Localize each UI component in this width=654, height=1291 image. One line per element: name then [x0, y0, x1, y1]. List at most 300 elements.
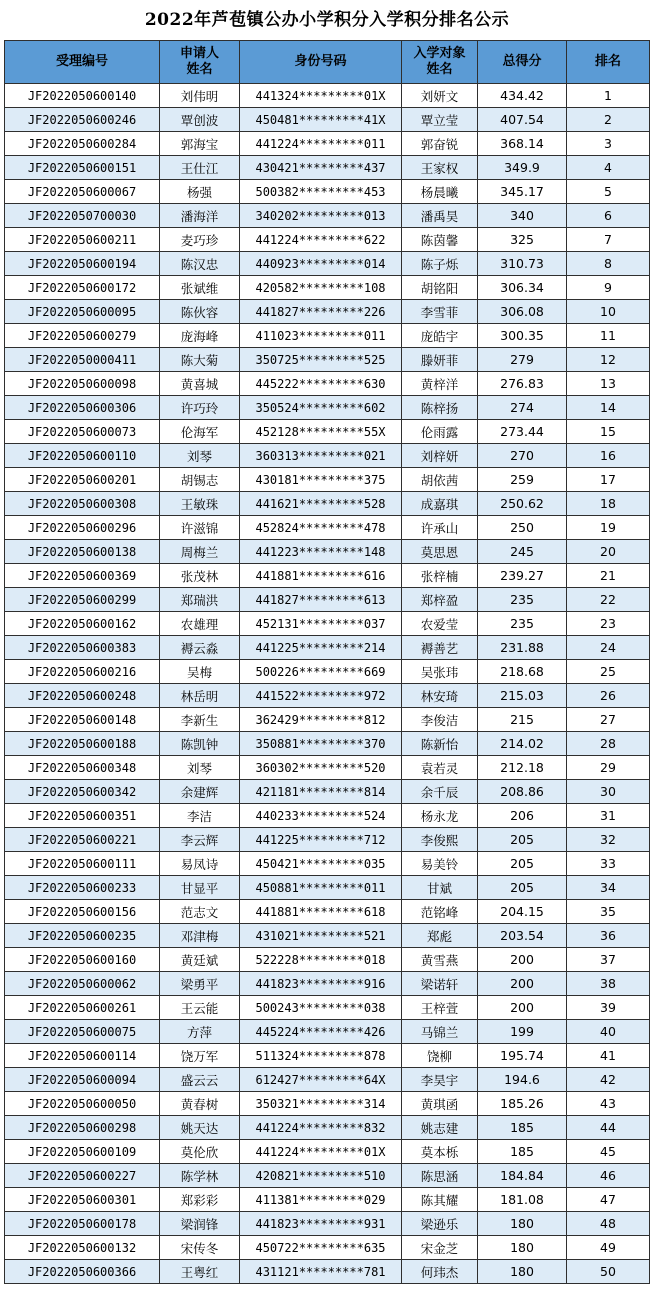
cell-student-name: 覃立莹: [402, 108, 478, 132]
cell-id-number: 350725*********525: [240, 348, 402, 372]
cell-applicant-name: 郭海宝: [160, 132, 240, 156]
cell-applicant-name: 余建辉: [160, 780, 240, 804]
cell-applicant-name: 黄喜城: [160, 372, 240, 396]
cell-application-id: JF2022050600073: [5, 420, 160, 444]
cell-id-number: 441224*********622: [240, 228, 402, 252]
cell-rank: 19: [567, 516, 650, 540]
cell-application-id: JF2022050600172: [5, 276, 160, 300]
cell-student-name: 陈梓扬: [402, 396, 478, 420]
cell-total-score: 215: [478, 708, 567, 732]
cell-applicant-name: 陈伙容: [160, 300, 240, 324]
cell-total-score: 245: [478, 540, 567, 564]
cell-id-number: 450722*********635: [240, 1236, 402, 1260]
cell-applicant-name: 易凤诗: [160, 852, 240, 876]
cell-total-score: 180: [478, 1212, 567, 1236]
cell-applicant-name: 许滋锦: [160, 516, 240, 540]
cell-id-number: 612427*********64X: [240, 1068, 402, 1092]
cell-application-id: JF2022050600351: [5, 804, 160, 828]
cell-application-id: JF2022050600233: [5, 876, 160, 900]
cell-application-id: JF2022050600383: [5, 636, 160, 660]
cell-id-number: 362429*********812: [240, 708, 402, 732]
cell-student-name: 何玮杰: [402, 1260, 478, 1284]
cell-student-name: 黄雪燕: [402, 948, 478, 972]
cell-id-number: 441621*********528: [240, 492, 402, 516]
cell-application-id: JF2022050600221: [5, 828, 160, 852]
cell-id-number: 440923*********014: [240, 252, 402, 276]
cell-application-id: JF2022050600094: [5, 1068, 160, 1092]
cell-student-name: 易美铃: [402, 852, 478, 876]
cell-applicant-name: 李新生: [160, 708, 240, 732]
cell-applicant-name: 麦巧珍: [160, 228, 240, 252]
cell-student-name: 马锦兰: [402, 1020, 478, 1044]
cell-total-score: 199: [478, 1020, 567, 1044]
cell-total-score: 345.17: [478, 180, 567, 204]
cell-student-name: 黄琪函: [402, 1092, 478, 1116]
cell-applicant-name: 饶万军: [160, 1044, 240, 1068]
cell-rank: 26: [567, 684, 650, 708]
table-row: [5, 876, 650, 900]
cell-id-number: 452824*********478: [240, 516, 402, 540]
cell-applicant-name: 吴梅: [160, 660, 240, 684]
cell-application-id: JF2022050600279: [5, 324, 160, 348]
cell-applicant-name: 潘海洋: [160, 204, 240, 228]
cell-rank: 27: [567, 708, 650, 732]
cell-student-name: 范铭峰: [402, 900, 478, 924]
table-row: [5, 396, 650, 420]
cell-id-number: 430421*********437: [240, 156, 402, 180]
cell-student-name: 莫本栎: [402, 1140, 478, 1164]
cell-rank: 23: [567, 612, 650, 636]
cell-application-id: JF2022050600178: [5, 1212, 160, 1236]
cell-student-name: 陈茵馨: [402, 228, 478, 252]
cell-student-name: 余千辰: [402, 780, 478, 804]
cell-total-score: 205: [478, 828, 567, 852]
cell-total-score: 239.27: [478, 564, 567, 588]
table-row: [5, 324, 650, 348]
cell-student-name: 梁诺轩: [402, 972, 478, 996]
cell-application-id: JF2022050600284: [5, 132, 160, 156]
cell-id-number: 450881*********011: [240, 876, 402, 900]
table-row: [5, 276, 650, 300]
cell-applicant-name: 陈学林: [160, 1164, 240, 1188]
cell-rank: 46: [567, 1164, 650, 1188]
cell-student-name: 李俊熙: [402, 828, 478, 852]
cell-student-name: 胡依茜: [402, 468, 478, 492]
cell-student-name: 胡铭阳: [402, 276, 478, 300]
table-row: [5, 1188, 650, 1212]
ranking-table: [4, 40, 650, 1284]
cell-total-score: 184.84: [478, 1164, 567, 1188]
cell-student-name: 宋金芝: [402, 1236, 478, 1260]
cell-application-id: JF2022050600194: [5, 252, 160, 276]
table-row: [5, 492, 650, 516]
table-row: [5, 1092, 650, 1116]
cell-applicant-name: 黄春树: [160, 1092, 240, 1116]
cell-total-score: 185: [478, 1116, 567, 1140]
cell-rank: 14: [567, 396, 650, 420]
cell-applicant-name: 林岳明: [160, 684, 240, 708]
cell-application-id: JF2022050600301: [5, 1188, 160, 1212]
cell-applicant-name: 黄廷斌: [160, 948, 240, 972]
cell-applicant-name: 李洁: [160, 804, 240, 828]
cell-total-score: 206: [478, 804, 567, 828]
cell-rank: 24: [567, 636, 650, 660]
cell-student-name: 莫思恩: [402, 540, 478, 564]
cell-student-name: 郑彪: [402, 924, 478, 948]
cell-student-name: 甘斌: [402, 876, 478, 900]
cell-total-score: 218.68: [478, 660, 567, 684]
cell-application-id: JF2022050600162: [5, 612, 160, 636]
cell-applicant-name: 张茂林: [160, 564, 240, 588]
cell-rank: 20: [567, 540, 650, 564]
cell-total-score: 306.34: [478, 276, 567, 300]
cell-rank: 32: [567, 828, 650, 852]
cell-applicant-name: 农雄理: [160, 612, 240, 636]
cell-applicant-name: 盛云云: [160, 1068, 240, 1092]
cell-rank: 16: [567, 444, 650, 468]
cell-application-id: JF2022050600348: [5, 756, 160, 780]
cell-student-name: 陈思涵: [402, 1164, 478, 1188]
cell-id-number: 441827*********613: [240, 588, 402, 612]
cell-rank: 1: [567, 84, 650, 108]
table-row: [5, 1164, 650, 1188]
cell-application-id: JF2022050600369: [5, 564, 160, 588]
cell-student-name: 陈新怡: [402, 732, 478, 756]
cell-id-number: 340202*********013: [240, 204, 402, 228]
cell-total-score: 215.03: [478, 684, 567, 708]
cell-id-number: 522228*********018: [240, 948, 402, 972]
cell-rank: 35: [567, 900, 650, 924]
cell-application-id: JF2022050600227: [5, 1164, 160, 1188]
cell-applicant-name: 许巧玲: [160, 396, 240, 420]
cell-id-number: 431021*********521: [240, 924, 402, 948]
cell-student-name: 林安琦: [402, 684, 478, 708]
cell-student-name: 梁逊乐: [402, 1212, 478, 1236]
cell-application-id: JF2022050600308: [5, 492, 160, 516]
cell-application-id: JF2022050600062: [5, 972, 160, 996]
cell-rank: 36: [567, 924, 650, 948]
cell-id-number: 411381*********029: [240, 1188, 402, 1212]
header-id-number: 身份号码: [240, 41, 402, 84]
cell-application-id: JF2022050600151: [5, 156, 160, 180]
cell-total-score: 434.42: [478, 84, 567, 108]
cell-student-name: 王家权: [402, 156, 478, 180]
table-header-row: [5, 41, 650, 84]
header-application-id: 受理编号: [5, 41, 160, 84]
table-row: [5, 900, 650, 924]
cell-total-score: 259: [478, 468, 567, 492]
table-row: [5, 252, 650, 276]
cell-application-id: JF2022050000411: [5, 348, 160, 372]
table-row: [5, 972, 650, 996]
cell-application-id: JF2022050600296: [5, 516, 160, 540]
cell-rank: 6: [567, 204, 650, 228]
table-row: [5, 828, 650, 852]
cell-id-number: 441881*********616: [240, 564, 402, 588]
table-row: [5, 468, 650, 492]
cell-rank: 39: [567, 996, 650, 1020]
cell-applicant-name: 杨强: [160, 180, 240, 204]
header-student-name: 入学对象 姓名: [402, 41, 478, 84]
cell-application-id: JF2022050600306: [5, 396, 160, 420]
cell-application-id: JF2022050600109: [5, 1140, 160, 1164]
cell-student-name: 许承山: [402, 516, 478, 540]
table-row: [5, 924, 650, 948]
cell-total-score: 279: [478, 348, 567, 372]
table-row: [5, 108, 650, 132]
cell-rank: 44: [567, 1116, 650, 1140]
header-total-score: 总得分: [478, 41, 567, 84]
cell-student-name: 黄梓洋: [402, 372, 478, 396]
cell-applicant-name: 梁润锋: [160, 1212, 240, 1236]
cell-rank: 25: [567, 660, 650, 684]
cell-application-id: JF2022050600110: [5, 444, 160, 468]
cell-application-id: JF2022050600261: [5, 996, 160, 1020]
cell-id-number: 440233*********524: [240, 804, 402, 828]
cell-applicant-name: 庞海峰: [160, 324, 240, 348]
cell-total-score: 203.54: [478, 924, 567, 948]
cell-student-name: 杨永龙: [402, 804, 478, 828]
table-row: [5, 588, 650, 612]
table-row: [5, 684, 650, 708]
cell-total-score: 200: [478, 948, 567, 972]
cell-rank: 30: [567, 780, 650, 804]
page-title: 2022年芦苞镇公办小学积分入学积分排名公示: [144, 10, 510, 30]
cell-student-name: 庞皓宇: [402, 324, 478, 348]
cell-total-score: 235: [478, 612, 567, 636]
table-row: [5, 996, 650, 1020]
table-row: [5, 348, 650, 372]
cell-total-score: 185.26: [478, 1092, 567, 1116]
cell-id-number: 350321*********314: [240, 1092, 402, 1116]
cell-id-number: 431121*********781: [240, 1260, 402, 1284]
table-row: [5, 732, 650, 756]
cell-id-number: 500243*********038: [240, 996, 402, 1020]
table-row: [5, 84, 650, 108]
table-row: [5, 1068, 650, 1092]
cell-applicant-name: 刘琴: [160, 756, 240, 780]
cell-rank: 43: [567, 1092, 650, 1116]
cell-id-number: 441823*********931: [240, 1212, 402, 1236]
cell-id-number: 350881*********370: [240, 732, 402, 756]
cell-rank: 15: [567, 420, 650, 444]
cell-student-name: 吴张玮: [402, 660, 478, 684]
table-row: [5, 1044, 650, 1068]
table-row: [5, 228, 650, 252]
cell-rank: 18: [567, 492, 650, 516]
table-row: [5, 156, 650, 180]
cell-application-id: JF2022050600299: [5, 588, 160, 612]
cell-application-id: JF2022050600050: [5, 1092, 160, 1116]
table-row: [5, 1140, 650, 1164]
table-row: [5, 372, 650, 396]
cell-id-number: 450481*********41X: [240, 108, 402, 132]
table-row: [5, 444, 650, 468]
table-row: [5, 756, 650, 780]
cell-rank: 47: [567, 1188, 650, 1212]
cell-rank: 41: [567, 1044, 650, 1068]
cell-id-number: 441823*********916: [240, 972, 402, 996]
cell-total-score: 180: [478, 1260, 567, 1284]
table-row: [5, 1260, 650, 1284]
cell-application-id: JF2022050600095: [5, 300, 160, 324]
cell-application-id: JF2022050600111: [5, 852, 160, 876]
cell-rank: 29: [567, 756, 650, 780]
cell-id-number: 450421*********035: [240, 852, 402, 876]
cell-rank: 13: [567, 372, 650, 396]
cell-id-number: 411023*********011: [240, 324, 402, 348]
cell-rank: 37: [567, 948, 650, 972]
cell-applicant-name: 褥云淼: [160, 636, 240, 660]
cell-student-name: 姚志建: [402, 1116, 478, 1140]
cell-rank: 9: [567, 276, 650, 300]
cell-student-name: 刘妍文: [402, 84, 478, 108]
cell-total-score: 214.02: [478, 732, 567, 756]
cell-application-id: JF2022050600235: [5, 924, 160, 948]
cell-application-id: JF2022050600160: [5, 948, 160, 972]
cell-applicant-name: 宋传冬: [160, 1236, 240, 1260]
cell-student-name: 饶柳: [402, 1044, 478, 1068]
table-row: [5, 1236, 650, 1260]
table-row: [5, 204, 650, 228]
table-row: [5, 780, 650, 804]
cell-total-score: 270: [478, 444, 567, 468]
cell-application-id: JF2022050600366: [5, 1260, 160, 1284]
cell-id-number: 452131*********037: [240, 612, 402, 636]
cell-id-number: 360313*********021: [240, 444, 402, 468]
cell-total-score: 310.73: [478, 252, 567, 276]
cell-total-score: 181.08: [478, 1188, 567, 1212]
cell-rank: 50: [567, 1260, 650, 1284]
cell-student-name: 陈子烁: [402, 252, 478, 276]
cell-student-name: 李俊洁: [402, 708, 478, 732]
cell-total-score: 274: [478, 396, 567, 420]
cell-application-id: JF2022050600298: [5, 1116, 160, 1140]
cell-applicant-name: 姚天达: [160, 1116, 240, 1140]
cell-student-name: 潘禹昊: [402, 204, 478, 228]
cell-applicant-name: 范志文: [160, 900, 240, 924]
cell-applicant-name: 李云辉: [160, 828, 240, 852]
cell-total-score: 306.08: [478, 300, 567, 324]
table-row: [5, 420, 650, 444]
cell-id-number: 430181*********375: [240, 468, 402, 492]
cell-total-score: 205: [478, 876, 567, 900]
cell-id-number: 441225*********214: [240, 636, 402, 660]
cell-id-number: 441223*********148: [240, 540, 402, 564]
cell-total-score: 250.62: [478, 492, 567, 516]
cell-applicant-name: 王云能: [160, 996, 240, 1020]
table-row: [5, 300, 650, 324]
cell-rank: 12: [567, 348, 650, 372]
cell-total-score: 325: [478, 228, 567, 252]
cell-id-number: 441224*********011: [240, 132, 402, 156]
cell-rank: 49: [567, 1236, 650, 1260]
cell-total-score: 231.88: [478, 636, 567, 660]
cell-total-score: 349.9: [478, 156, 567, 180]
table-row: [5, 132, 650, 156]
cell-total-score: 205: [478, 852, 567, 876]
cell-rank: 28: [567, 732, 650, 756]
cell-student-name: 王梓萱: [402, 996, 478, 1020]
cell-id-number: 441827*********226: [240, 300, 402, 324]
cell-applicant-name: 周梅兰: [160, 540, 240, 564]
cell-id-number: 441522*********972: [240, 684, 402, 708]
table-row: [5, 564, 650, 588]
cell-application-id: JF2022050600216: [5, 660, 160, 684]
table-row: [5, 636, 650, 660]
cell-application-id: JF2022050600114: [5, 1044, 160, 1068]
cell-applicant-name: 莫伦欣: [160, 1140, 240, 1164]
cell-student-name: 李昊宇: [402, 1068, 478, 1092]
cell-rank: 34: [567, 876, 650, 900]
cell-total-score: 194.6: [478, 1068, 567, 1092]
cell-application-id: JF2022050600246: [5, 108, 160, 132]
cell-application-id: JF2022050600342: [5, 780, 160, 804]
cell-total-score: 235: [478, 588, 567, 612]
cell-applicant-name: 甘显平: [160, 876, 240, 900]
cell-id-number: 360302*********520: [240, 756, 402, 780]
cell-applicant-name: 王仕江: [160, 156, 240, 180]
cell-student-name: 成嘉琪: [402, 492, 478, 516]
cell-rank: 22: [567, 588, 650, 612]
cell-applicant-name: 邓津梅: [160, 924, 240, 948]
cell-rank: 2: [567, 108, 650, 132]
cell-rank: 21: [567, 564, 650, 588]
cell-applicant-name: 张斌维: [160, 276, 240, 300]
cell-student-name: 郭奋锐: [402, 132, 478, 156]
table-row: [5, 1116, 650, 1140]
cell-student-name: 刘梓妍: [402, 444, 478, 468]
cell-application-id: JF2022050600075: [5, 1020, 160, 1044]
cell-rank: 8: [567, 252, 650, 276]
cell-student-name: 张梓楠: [402, 564, 478, 588]
cell-rank: 31: [567, 804, 650, 828]
table-row: [5, 516, 650, 540]
cell-application-id: JF2022050600156: [5, 900, 160, 924]
cell-applicant-name: 胡锡志: [160, 468, 240, 492]
cell-application-id: JF2022050600132: [5, 1236, 160, 1260]
cell-rank: 38: [567, 972, 650, 996]
table-row: [5, 540, 650, 564]
cell-application-id: JF2022050600140: [5, 84, 160, 108]
cell-student-name: 李雪菲: [402, 300, 478, 324]
cell-application-id: JF2022050600098: [5, 372, 160, 396]
cell-total-score: 276.83: [478, 372, 567, 396]
cell-rank: 11: [567, 324, 650, 348]
cell-id-number: 445222*********630: [240, 372, 402, 396]
cell-id-number: 500382*********453: [240, 180, 402, 204]
cell-application-id: JF2022050600138: [5, 540, 160, 564]
cell-application-id: JF2022050600067: [5, 180, 160, 204]
table-row: [5, 852, 650, 876]
cell-rank: 7: [567, 228, 650, 252]
cell-rank: 4: [567, 156, 650, 180]
cell-id-number: 420582*********108: [240, 276, 402, 300]
cell-applicant-name: 伦海军: [160, 420, 240, 444]
cell-total-score: 180: [478, 1236, 567, 1260]
cell-rank: 48: [567, 1212, 650, 1236]
cell-total-score: 273.44: [478, 420, 567, 444]
cell-application-id: JF2022050600148: [5, 708, 160, 732]
cell-applicant-name: 陈大菊: [160, 348, 240, 372]
cell-total-score: 212.18: [478, 756, 567, 780]
table-row: [5, 1212, 650, 1236]
cell-student-name: 陈其耀: [402, 1188, 478, 1212]
cell-applicant-name: 郑瑞洪: [160, 588, 240, 612]
table-row: [5, 660, 650, 684]
cell-student-name: 农爱莹: [402, 612, 478, 636]
cell-rank: 17: [567, 468, 650, 492]
